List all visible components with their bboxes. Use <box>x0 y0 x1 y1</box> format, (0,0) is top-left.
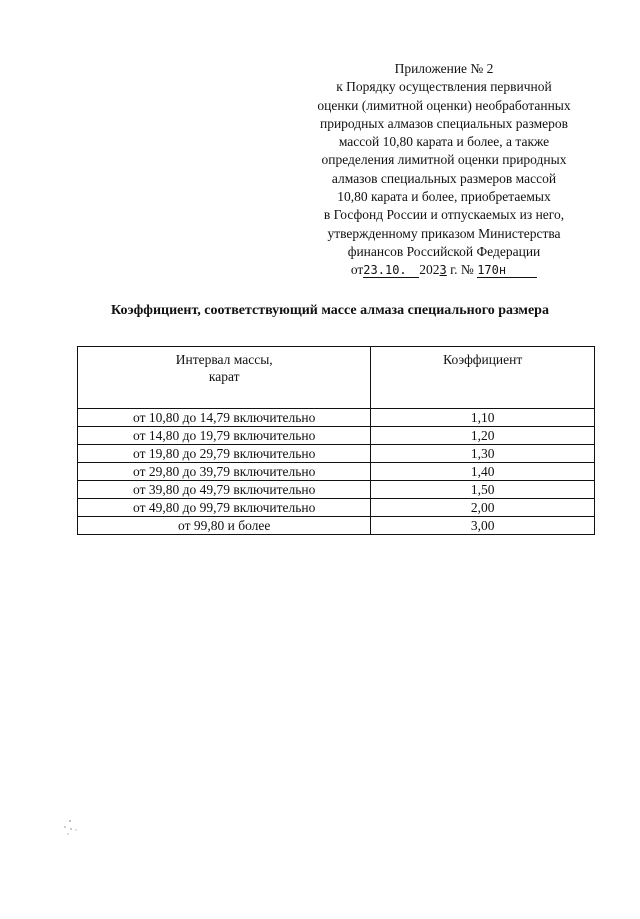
appendix-line: Приложение № 2 <box>394 61 494 76</box>
appendix-line: оценки (лимитной оценки) необработанных <box>317 97 571 113</box>
appendix-line: определения лимитной оценки природных <box>321 152 567 168</box>
appendix-line: 10,80 карата и более, приобретаемых <box>337 189 551 205</box>
appendix-line: утвержденному приказом Министерства <box>327 225 561 241</box>
coefficient-cell: 3,00 <box>371 517 595 535</box>
coefficient-cell: 2,00 <box>371 499 595 517</box>
order-number: 170н <box>477 263 537 278</box>
interval-cell: от 49,80 до 99,79 включительно <box>78 499 371 517</box>
coefficient-cell: 1,30 <box>371 445 595 463</box>
appendix-line: алмазов специальных размеров массой <box>331 170 557 186</box>
interval-cell: от 10,80 до 14,79 включительно <box>78 409 371 427</box>
coefficient-column-header: Коэффициент <box>371 347 595 409</box>
interval-header-line: Интервал массы, <box>175 352 273 367</box>
coefficient-table <box>77 346 595 535</box>
document-title: Коэффициент, соответствующий массе алмаза специального размера <box>111 303 549 318</box>
order-year-digit: 3 <box>439 263 447 278</box>
order-date: 23.10. <box>363 263 419 278</box>
order-reference <box>292 261 596 279</box>
order-prefix: от <box>350 262 364 278</box>
order-year-prefix: 202 <box>419 262 440 278</box>
appendix-line: природных алмазов специальных размеров <box>319 115 569 131</box>
interval-cell: от 39,80 до 49,79 включительно <box>78 481 371 499</box>
table-row <box>78 445 595 463</box>
interval-header-line: карат <box>208 369 240 384</box>
appendix-line: к Порядку осуществления первичной <box>336 79 552 95</box>
coefficient-cell: 1,20 <box>371 427 595 445</box>
interval-cell: от 99,80 и более <box>78 517 371 535</box>
table-header-row <box>78 347 595 409</box>
appendix-line: массой 10,80 карата и более, а также <box>338 134 550 150</box>
table-row <box>78 427 595 445</box>
coefficient-cell: 1,40 <box>371 463 595 481</box>
appendix-line: в Госфонд России и отпускаемых из него, <box>323 207 565 223</box>
table-row <box>78 409 595 427</box>
scan-specks <box>62 818 80 838</box>
table-row <box>78 463 595 481</box>
coefficient-cell: 1,10 <box>371 409 595 427</box>
coefficient-cell: 1,50 <box>371 481 595 499</box>
table-row <box>78 517 595 535</box>
table-row <box>78 481 595 499</box>
appendix-line: финансов Российской Федерации <box>347 243 541 259</box>
interval-cell: от 14,80 до 19,79 включительно <box>78 427 371 445</box>
interval-column-header <box>78 347 371 409</box>
interval-cell: от 29,80 до 39,79 включительно <box>78 463 371 481</box>
appendix-header <box>292 60 596 280</box>
table-row <box>78 499 595 517</box>
interval-cell: от 19,80 до 29,79 включительно <box>78 445 371 463</box>
order-year-suffix: г. № <box>446 262 474 278</box>
